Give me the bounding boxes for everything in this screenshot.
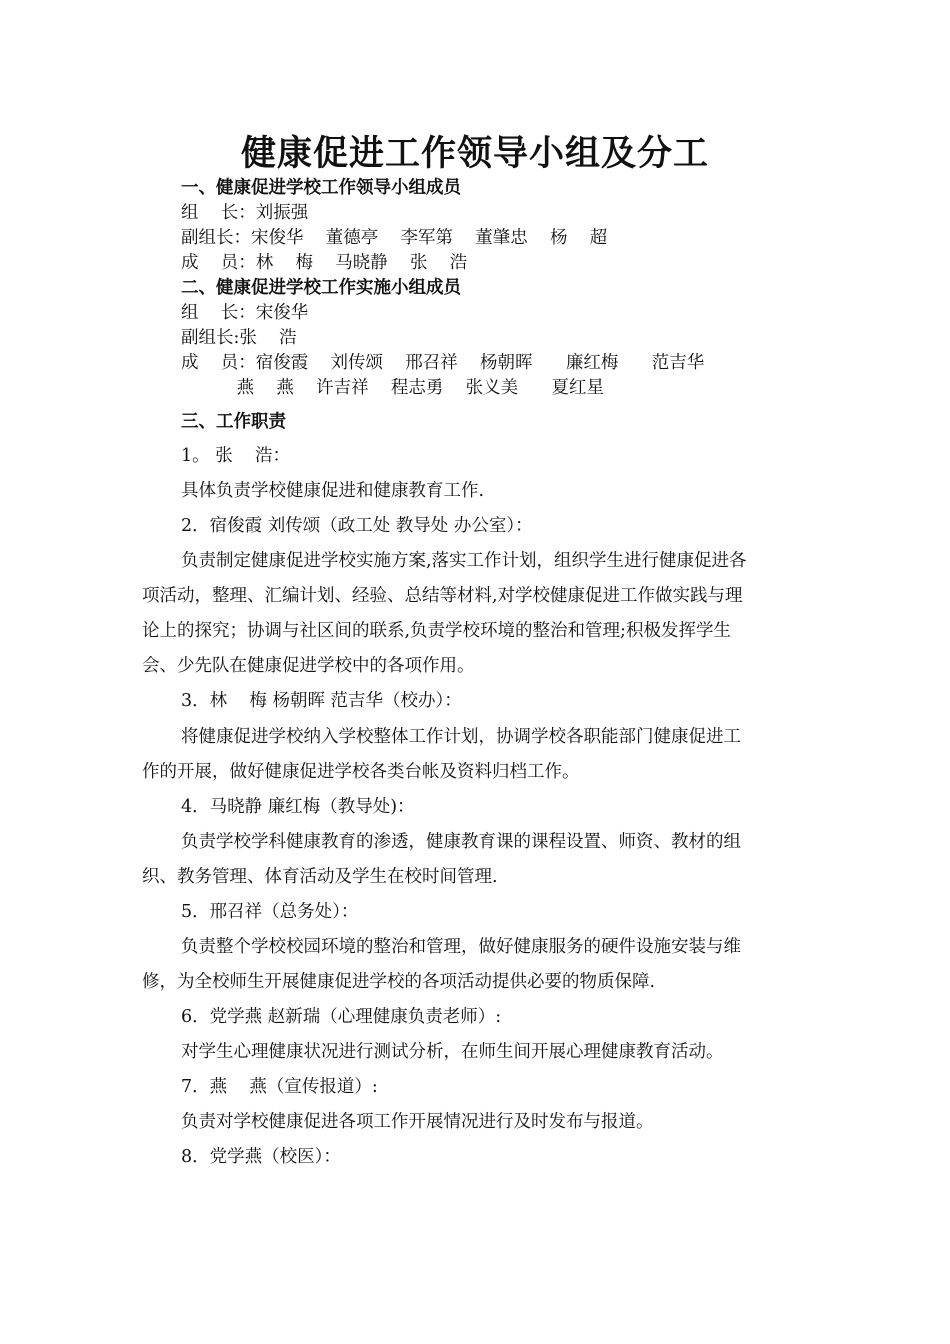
duty-item-4-text: 负责学校学科健康教育的渗透，健康教育课的课程设置、师资、教材的组 — [181, 832, 741, 852]
duty-item-7-text: 负责对学校健康促进各项工作开展情况进行及时发布与报道。 — [181, 1112, 654, 1132]
duty-item-6-heading: 6．党学燕 赵新瑞（心理健康负责老师）: — [181, 1007, 502, 1027]
duty-item-3-text: 作的开展，做好健康促进学校各类台帐及资料归档工作。 — [142, 762, 580, 782]
duty-item-3-text: 将健康促进学校纳入学校整体工作计划，协调学校各职能部门健康促进工 — [181, 727, 741, 747]
duty-item-2-text: 项活动，整理、汇编计划、经验、总结等材料,对学校健康促进工作做实践与理 — [142, 586, 743, 606]
duty-item-1-text: 具体负责学校健康促进和健康教育工作. — [181, 481, 485, 501]
section1-heading: 一、健康促进学校工作领导小组成员 — [181, 178, 461, 198]
duty-item-5-text: 修，为全校师生开展健康促进学校的各项活动提供必要的物质保障. — [142, 972, 656, 992]
duty-item-2-text: 会、少先队在健康促进学校中的各项作用。 — [142, 656, 475, 676]
section1-deputy: 副组长：宋俊华 董德亭 李军第 董肇忠 杨 超 — [181, 228, 608, 248]
section2-heading: 二、健康促进学校工作实施小组成员 — [181, 278, 461, 298]
duty-item-7-heading: 7．燕 燕（宣传报道）: — [181, 1077, 378, 1097]
duty-item-3-heading: 3．林 梅 杨朝晖 范吉华（校办）： — [181, 691, 462, 711]
duty-item-2-text: 论上的探究；协调与社区间的联系,负责学校环境的整治和管理;积极发挥学生 — [142, 621, 731, 641]
section2-members-line2: 燕 燕 许吉祥 程志勇 张义美 夏红星 — [181, 378, 605, 398]
section2-members-line1: 成 员：宿俊霞 刘传颂 邢召祥 杨朝晖 廉红梅 范吉华 — [181, 353, 705, 373]
duty-item-2-heading: 2．宿俊霞 刘传颂（政工处 教导处 办公室）： — [181, 516, 533, 536]
duty-item-5-text: 负责整个学校校园环境的整治和管理，做好健康服务的硬件设施安装与维 — [181, 937, 741, 957]
duty-item-4-text: 织、教务管理、体育活动及学生在校时间管理. — [142, 867, 498, 887]
duty-item-6-text: 对学生心理健康状况进行测试分析，在师生间开展心理健康教育活动。 — [181, 1042, 724, 1062]
section3-heading: 三、工作职责 — [181, 412, 286, 432]
duty-item-8-heading: 8．党学燕（校医）： — [181, 1147, 341, 1167]
section1-leader: 组 长：刘振强 — [181, 203, 309, 223]
document-title: 健康促进工作领导小组及分工 — [240, 134, 709, 174]
duty-item-5-heading: 5．邢召祥（总务处）： — [181, 902, 359, 922]
section2-deputy: 副组长:张 浩 — [181, 328, 297, 348]
section1-members: 成 员：林 梅 马晓静 张 浩 — [181, 253, 468, 273]
section2-leader: 组 长：宋俊华 — [181, 303, 309, 323]
duty-item-2-text: 负责制定健康促进学校实施方案,落实工作计划，组织学生进行健康促进各 — [181, 551, 747, 571]
duty-item-1-heading: 1。 张 浩： — [181, 446, 290, 466]
duty-item-4-heading: 4．马晓静 廉红梅（教导处)： — [181, 797, 415, 817]
